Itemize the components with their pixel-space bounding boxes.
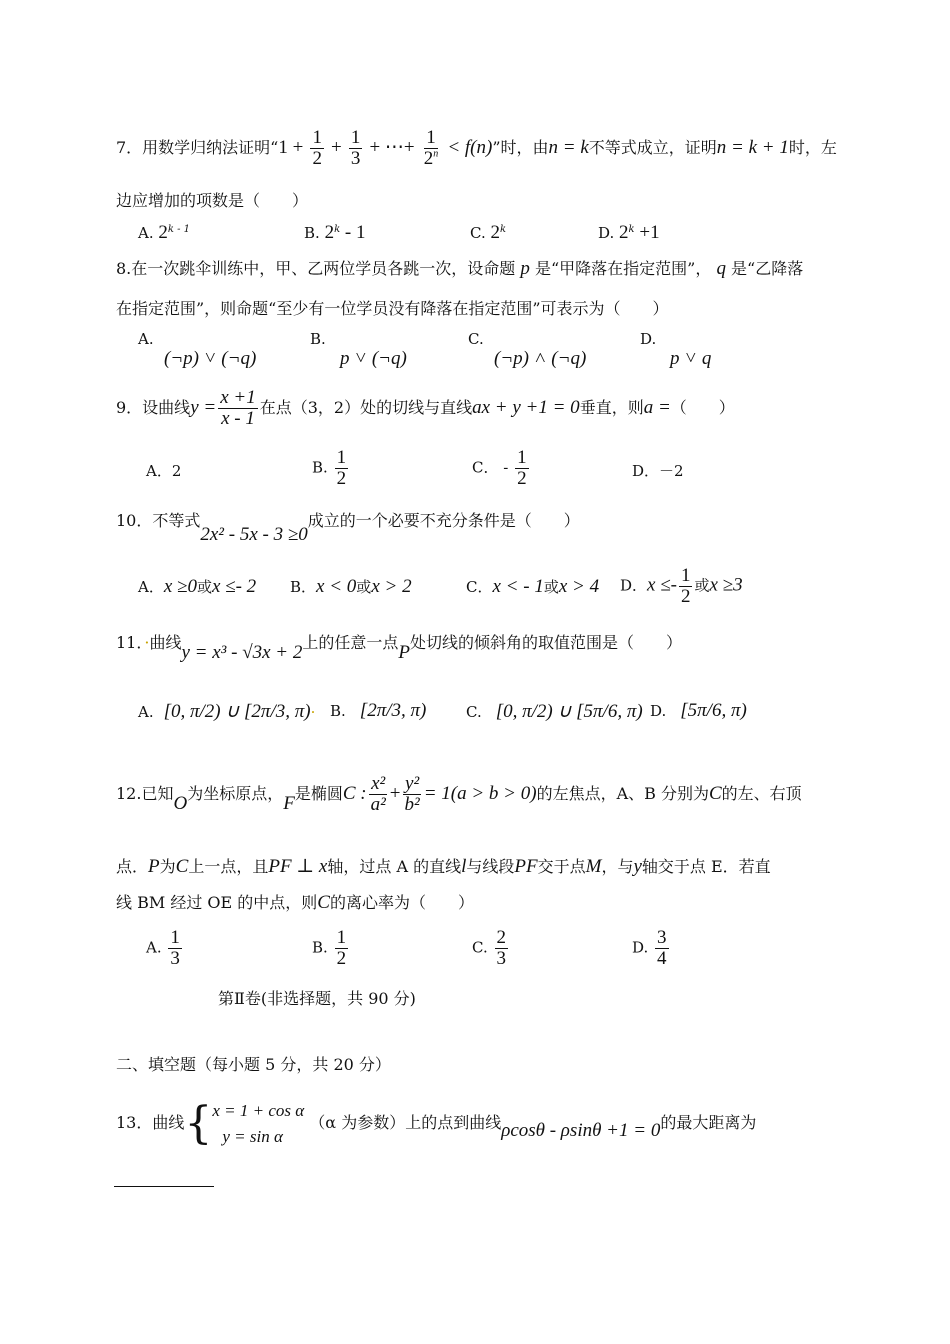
option-label: B. [304,224,320,242]
marker-dot-icon: · [144,633,150,652]
q12-l2a: 为 [159,857,176,876]
q8-q: q [716,258,726,279]
option-suffix: +1 [634,222,660,243]
brace-icon: { [184,1098,213,1149]
q12-line3 [116,890,474,914]
option-label: C. [466,703,482,721]
q13-system [212,1098,304,1149]
q7-option-a [138,222,190,244]
option-expr: [0, π/2) ∪ [5π/6, π) [495,701,643,722]
q12-frac-y-num: y² [405,773,420,794]
option-frac-num: 1 [170,927,180,948]
option-frac-den: 2 [336,467,347,489]
q7-frac3-den-base: 2 [423,147,434,169]
option-expr2: x ≥3 [709,574,743,596]
q10-option-c [466,576,599,598]
q12-option-c [472,928,510,969]
option-frac-den: 3 [170,947,180,969]
q12-prefix: 12.已知 [116,783,174,803]
q8-line2: 在指定范围”，则命题“至少有一位学员没有降落在指定范围”可表示为（ ） [116,299,669,318]
option-or: 或 [356,578,372,596]
option-label: D. [640,330,657,348]
q7-frac2-den: 3 [350,147,361,169]
option-expr: [2π/3, π) [359,700,427,721]
q12-M: M [585,856,602,877]
option-label: B. [330,702,346,720]
q9-option-d: D．－2 [632,462,684,480]
option-frac [515,448,529,489]
q9-a-eq: a = [643,396,671,418]
q9-tail: （ ） [670,397,735,417]
q12-option-b [312,928,350,969]
q7-frac2 [349,128,363,169]
q10-option-b [290,576,412,598]
q11-option-a [138,700,315,723]
q7-option-b [304,222,365,244]
q7-prefix: 7．用数学归纳法证明“ [116,137,279,157]
q11-word: 曲线 [149,633,182,652]
option-label: B. [310,330,326,348]
q12-C2: C [175,856,189,877]
q8-line1 [116,256,803,280]
q7-frac3-num: 1 [426,127,436,148]
option-frac [495,928,509,969]
option-or: 或 [543,578,559,596]
q7-option-d [598,222,660,244]
option-label: B. [312,458,328,477]
answer-blank-line [114,1186,214,1187]
option-expr: p ˅ (¬q) [340,348,407,369]
q11-tail: 处切线的倾斜角的取值范围是（ ） [410,633,683,652]
q7-frac1-num: 1 [312,127,322,148]
q12-t3: 的左焦点，A、B 分别为 [536,783,709,803]
q12-frac-x-num: x² [371,773,386,794]
option-frac-den: 4 [657,947,667,969]
q8-option-d [640,330,711,370]
option-exp: k [628,224,635,235]
q8-line1-a: 8.在一次跳伞训练中，甲、乙两位学员各跳一次，设命题 [116,259,516,278]
q9-prefix: 9．设曲线 [116,397,191,417]
q11-P: P [398,642,411,663]
q12-y: y [633,856,642,877]
q7-dots: + ⋯+ [369,136,415,158]
q7-tail: 时，左 [788,137,837,157]
q8-line1-c: 是“乙降落 [731,259,804,278]
option-frac-den: 2 [680,585,691,607]
q12-O: O [173,792,188,814]
q12-l2b: 上一点，且 [188,857,269,876]
q12-line1 [116,774,802,815]
q10-line [116,508,580,545]
option-label: D． [620,576,648,595]
q7-frac3-den-exp: n [433,148,439,160]
q9-option-a: A．2 [146,462,182,480]
q12-l2d: 与线段 [466,857,515,876]
q9-frac [218,388,258,429]
q11-option-d [650,700,747,722]
option-label: D. [598,224,615,242]
q12-plus: + [389,782,401,804]
option-expr: (¬p) ˅ (¬q) [164,348,257,369]
q9-perp: 垂直，则 [579,397,644,417]
option-expr: x ≥0 [163,576,197,597]
option-expr: p ˅ q [670,348,712,369]
q12-t1: 为坐标原点， [187,783,284,803]
option-expr: x < 0 [316,576,357,597]
q12-option-d [632,928,671,969]
option-expr: [0, π/2) ∪ [2π/3, π) [163,701,311,722]
q11-option-b [330,700,426,722]
q12-PF: PF ⊥ x [268,856,328,877]
q13-prefix: 13．曲线 [116,1113,185,1132]
q8-line1-b: 是“甲降落在指定范围”， [534,259,712,278]
q7-option-c [470,222,506,244]
option-frac-num: 1 [517,447,527,468]
q7-line1 [116,128,837,169]
q12-l2e: 交于点 [537,857,586,876]
q11-prefix: 11． [116,633,145,652]
q12-frac-x [369,774,388,815]
q10-tail: 成立的一个必要不充分条件是（ ） [307,511,580,530]
q13-line [116,1098,756,1149]
option-base: 2 [619,222,629,243]
q12-C-eq: C : [342,782,367,804]
q12-t2: 是椭圆 [294,783,343,803]
option-base: 2 [158,222,168,243]
q7-expr-head: 1 + [278,136,304,158]
option-suffix: - 1 [340,222,366,243]
option-frac-den: 2 [336,947,347,969]
option-or: 或 [196,578,212,596]
option-expr: x ≤- [647,574,677,596]
q10-option-d [620,566,743,607]
q10-option-a [138,576,256,598]
q9-frac-den: x - 1 [221,407,255,429]
q9-line [116,388,735,429]
option-label: C. [470,224,486,242]
q13-param: （α 为参数）上的点到曲线 [309,1113,502,1132]
q7-lt-f: < f [447,136,471,158]
q12-l2g: 轴交于点 E．若直 [641,857,771,876]
q9-line-eq: ax + y +1 = 0 [472,396,580,418]
option-frac [655,928,669,969]
option-frac [335,928,349,969]
q11-expr: y = x³ - √3x + 2 [181,642,303,663]
q7-after: ”时，由 [492,137,549,157]
option-label: B． [290,578,317,596]
q13-eq1: x = 1 + cos α [212,1101,305,1120]
option-exp: k - 1 [167,224,191,235]
q12-t4: 的左、右顶 [721,783,802,803]
option-expr: (¬p) ˄ (¬q) [494,348,587,369]
q12-C3: C [317,892,330,913]
option-label: B. [312,938,328,957]
q12-frac-y-den: b² [404,793,420,815]
q12-line3b: 的离心率为（ ） [329,893,474,912]
option-frac [168,928,182,969]
q12-P: P [148,856,160,877]
q12-l2c: 轴，过点 A 的直线 [327,857,462,876]
option-label: C． [466,578,493,596]
option-label: C. [472,938,488,957]
option-expr: x < - 1 [492,576,544,597]
q9-frac-num: x +1 [220,387,256,408]
q9-option-c [472,448,531,489]
q12-option-a [146,928,184,969]
option-base: 2 [324,222,335,243]
option-label: A. [146,938,162,957]
option-expr: [5π/6, π) [680,700,747,721]
option-label: A. [138,703,154,721]
option-frac-den: 3 [496,947,506,969]
option-label: A. [138,330,154,348]
q7-frac1 [310,128,324,169]
q12-l: l [461,856,467,877]
q7-cond1: n = k [548,136,589,158]
q7-mid: 不等式成立，证明 [588,137,717,157]
q8-option-a [138,330,256,370]
option-frac-num: 1 [336,447,347,468]
option-exp: k [334,224,341,235]
q13-tail: 的最大距离为 [660,1113,757,1132]
q12-frac-y [403,774,422,815]
q7-frac3 [422,128,441,169]
q12-l2f: ，与 [601,857,634,876]
option-frac-den: 2 [517,467,527,489]
option-frac-num: 2 [496,927,506,948]
q12-eq: = 1(a > b > 0) [423,782,537,804]
q8-p: p [520,258,530,279]
q12-line2-start: 点． [116,857,149,876]
option-label: C. [468,330,484,348]
option-frac [679,566,693,607]
q10-expr: 2x² - 5x - 3 ≥0 [200,524,308,545]
option-label: D. [632,938,649,957]
q7-frac3-den [422,149,441,169]
option-frac-num: 1 [680,565,691,586]
q12-line2 [116,854,771,878]
q11-option-c [466,700,643,723]
q9-mid: 在点（3，2）处的切线与直线 [259,397,473,417]
q13-eq2: y = sin α [222,1126,283,1146]
q12-F: F [283,792,295,814]
option-or: 或 [694,576,710,595]
q8-option-c [468,330,586,370]
q7-frac1-den: 2 [312,147,322,169]
section-title: 第Ⅱ卷(非选择题，共 90 分) [218,989,416,1008]
q9-y-eq: y = [190,396,217,418]
option-label: A. [138,224,154,242]
q13-curve: ρcosθ - ρsinθ +1 = 0 [501,1120,661,1141]
option-base: 2 [490,222,500,243]
q9-option-b [312,448,350,489]
option-exp: k [500,224,507,235]
q10-prefix: 10．不等式 [116,511,201,530]
option-label: A． [138,578,164,596]
marker-dot-icon: · [310,703,316,721]
option-frac-num: 3 [657,927,667,948]
q7-plus: + [331,136,342,158]
option-expr2: x > 2 [371,576,412,597]
option-label: D. [650,702,667,720]
option-expr2: x ≤- 2 [211,576,257,597]
q12-frac-x-den: a² [370,793,386,815]
q12-C1: C [708,782,722,804]
q8-option-b [310,330,407,370]
option-frac-num: 1 [336,927,347,948]
option-frac [335,448,349,489]
q12-line3a: 线 BM 经过 OE 的中点，则 [116,893,318,912]
q7-n: (n) [470,136,493,158]
option-label: C． - [472,458,509,477]
fill-blank-heading: 二、填空题（每小题 5 分，共 20 分） [116,1055,391,1074]
q12-PF2: PF [514,856,538,877]
q7-frac2-num: 1 [350,127,361,148]
q11-mid: 上的任意一点 [302,633,399,652]
q7-cond2: n = k + 1 [716,136,789,158]
q7-line2: 边应增加的项数是（ ） [116,191,309,210]
q11-line [116,630,683,663]
option-expr2: x > 4 [558,576,600,597]
